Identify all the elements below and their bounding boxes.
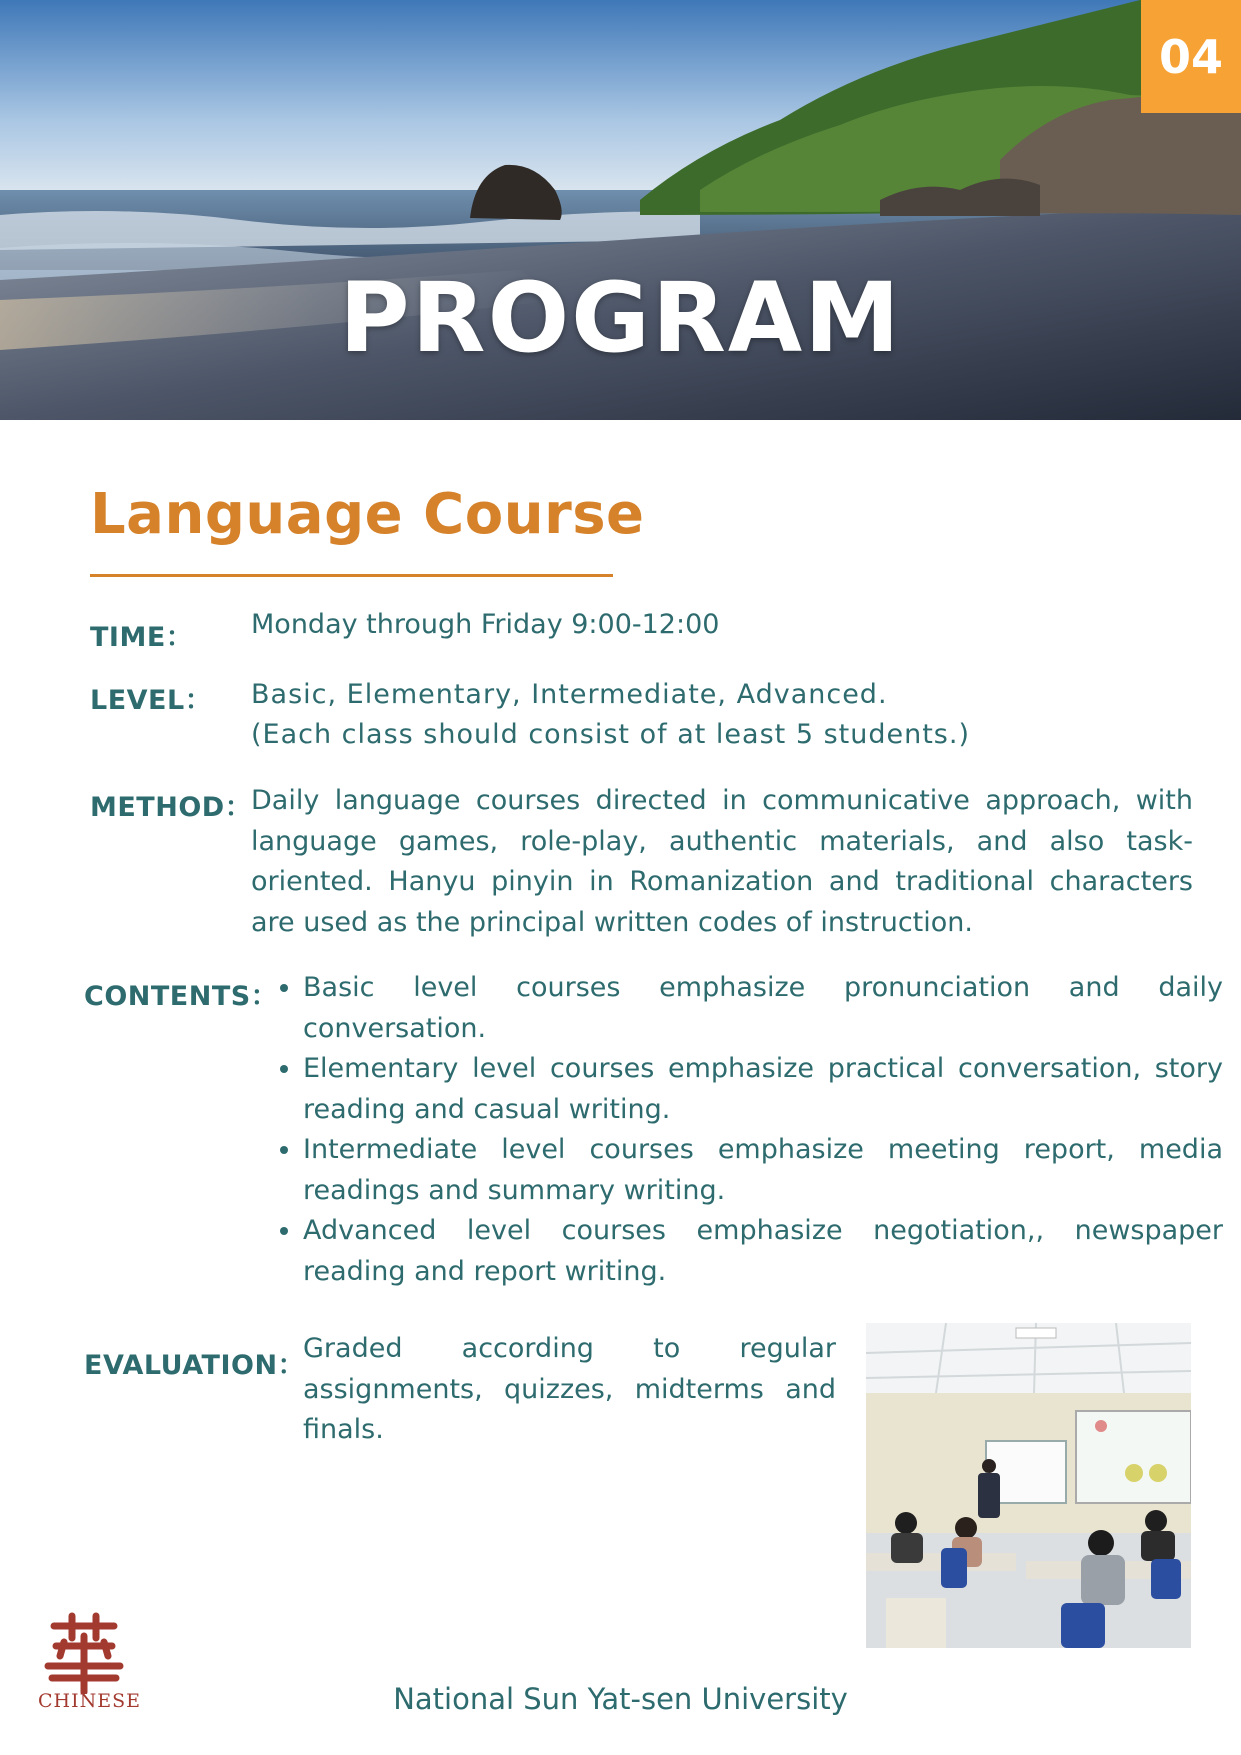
method-text: Daily language courses directed in communicative approach, with language games, role-play, authentic materials, and also task-oriented. Hanyu pinyin in Romanization and traditional characters are used as the principal written codes of instruction.	[251, 785, 1193, 938]
contents-label: CONTENTS：	[84, 981, 279, 1012]
classroom-photo	[866, 1323, 1191, 1648]
level-value	[251, 675, 1191, 755]
method-label: METHOD：	[90, 792, 253, 823]
footer-university: National Sun Yat-sen University	[393, 1682, 848, 1716]
time-value: Monday through Friday 9:00-12:00	[251, 609, 720, 640]
list-item: • Basic level courses emphasize pronunciation and daily conversation.	[303, 968, 1223, 1049]
list-item: • Intermediate level courses emphasize meeting report, media readings and summary writing.	[303, 1130, 1223, 1211]
level-line-1: Basic, Elementary, Intermediate, Advanced.	[251, 679, 888, 710]
level-line-2: (Each class should consist of at least 5 students.)	[251, 719, 970, 750]
evaluation-text: Graded according to regular assignments, quizzes, midterms and finals.	[303, 1333, 836, 1445]
hero-title: PROGRAM	[339, 262, 902, 374]
list-item: • Advanced level courses emphasize negotiation,, newspaper reading and report writing.	[303, 1211, 1223, 1292]
hero-banner	[0, 0, 1241, 420]
evaluation-label: EVALUATION：	[84, 1350, 306, 1381]
list-item: • Elementary level courses emphasize practical conversation, story reading and casual writing.	[303, 1049, 1223, 1130]
logo-wordmark: CHINESE	[38, 1690, 141, 1712]
page-number-badge: 04	[1141, 0, 1241, 113]
level-label: LEVEL：	[90, 685, 213, 716]
section-title: Language Course	[90, 482, 645, 547]
time-label: TIME：	[90, 622, 194, 653]
contents-list	[271, 968, 1223, 1292]
section-divider	[90, 574, 613, 577]
